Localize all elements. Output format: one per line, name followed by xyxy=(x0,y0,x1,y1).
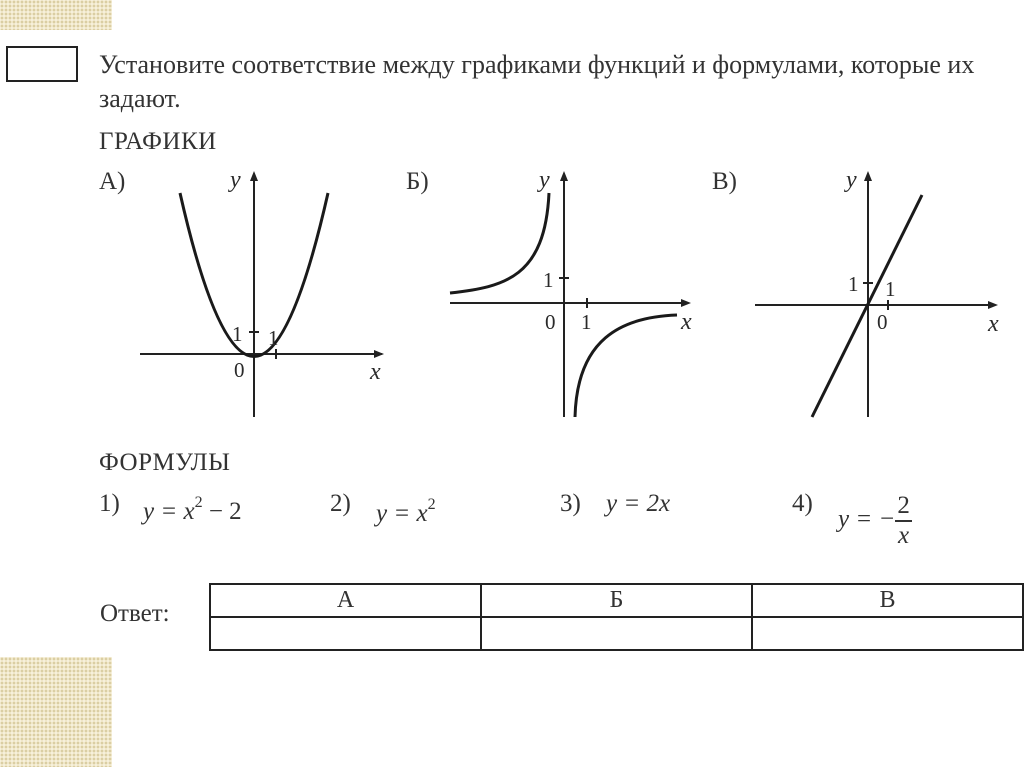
graph-b-tick-x-label: 1 xyxy=(581,310,592,334)
graph-b-hyperbola-left xyxy=(450,193,549,293)
answer-table xyxy=(209,583,1024,651)
answer-label: Ответ: xyxy=(100,600,170,627)
formula-1-lhs: y = x xyxy=(143,498,195,525)
graph-a-y-arrow xyxy=(250,171,258,181)
formula-1-exponent: 2 xyxy=(194,494,203,511)
graph-b-x-arrow xyxy=(681,299,691,307)
graph-a xyxy=(130,165,400,425)
graph-b-y-arrow xyxy=(560,171,568,181)
formula-4 xyxy=(838,492,912,550)
formula-2-exponent: 2 xyxy=(427,496,436,513)
graph-v-y-arrow xyxy=(864,171,872,181)
graph-v-tick-y-label: 1 xyxy=(848,272,859,296)
graph-a-axis-x-label: x xyxy=(370,359,381,385)
graph-a-axis-y-label: y xyxy=(230,167,241,193)
formula-4-numerator: 2 xyxy=(895,492,912,522)
graph-v-origin-label: 0 xyxy=(877,310,888,334)
graph-b xyxy=(445,165,705,425)
formula-1-number: 1) xyxy=(99,490,120,517)
task-text: Установите соответствие между графиками функций и формулами, которые их задают. xyxy=(99,50,975,113)
graph-b-label: Б) xyxy=(406,168,429,195)
graph-v-tick-x-label: 1 xyxy=(885,277,896,301)
graph-b-origin-label: 0 xyxy=(545,310,556,334)
answer-box[interactable] xyxy=(6,46,78,82)
formula-3-number: 3) xyxy=(560,490,581,517)
formula-2-number: 2) xyxy=(330,490,351,517)
answer-cell-v[interactable] xyxy=(752,617,1023,650)
formula-4-fraction xyxy=(895,492,912,550)
answer-header-a: А xyxy=(210,584,481,617)
formula-4-denominator: x xyxy=(898,522,910,549)
graph-b-axis-y-label: y xyxy=(539,167,550,193)
answer-header-v: В xyxy=(752,584,1023,617)
graph-a-x-arrow xyxy=(374,350,384,358)
graph-a-label: А) xyxy=(99,168,126,195)
formula-4-lhs: y = − xyxy=(838,505,896,533)
graph-v-label: В) xyxy=(712,168,737,195)
answer-cell-a[interactable] xyxy=(210,617,481,650)
decorative-corner-top xyxy=(0,0,112,30)
decorative-corner-bottom xyxy=(0,657,112,767)
formulas-title: ФОРМУЛЫ xyxy=(99,449,231,476)
answer-cell-b[interactable] xyxy=(481,617,752,650)
formula-1 xyxy=(143,494,242,526)
graph-a-tick-y-label: 1 xyxy=(232,322,243,346)
answer-header-row xyxy=(210,584,1023,617)
graph-v-axis-y-label: y xyxy=(846,167,857,193)
formula-2 xyxy=(376,496,436,528)
graph-b-axis-x-label: x xyxy=(681,309,692,335)
formula-2-lhs: y = x xyxy=(376,500,428,527)
formula-4-number: 4) xyxy=(792,490,813,517)
formula-1-rhs: − 2 xyxy=(202,498,242,525)
formula-3-lhs: y = 2x xyxy=(606,490,671,517)
answer-header-b: Б xyxy=(481,584,752,617)
graph-b-tick-y-label: 1 xyxy=(543,268,554,292)
graph-a-origin-label: 0 xyxy=(234,358,245,382)
graphs-title: ГРАФИКИ xyxy=(99,128,217,155)
graph-v-x-arrow xyxy=(988,301,998,309)
graph-v xyxy=(750,165,1020,425)
formula-3 xyxy=(606,490,670,518)
graph-v-axis-x-label: x xyxy=(988,311,999,337)
answer-input-row xyxy=(210,617,1023,650)
graph-a-tick-x-label: 1 xyxy=(268,326,279,350)
